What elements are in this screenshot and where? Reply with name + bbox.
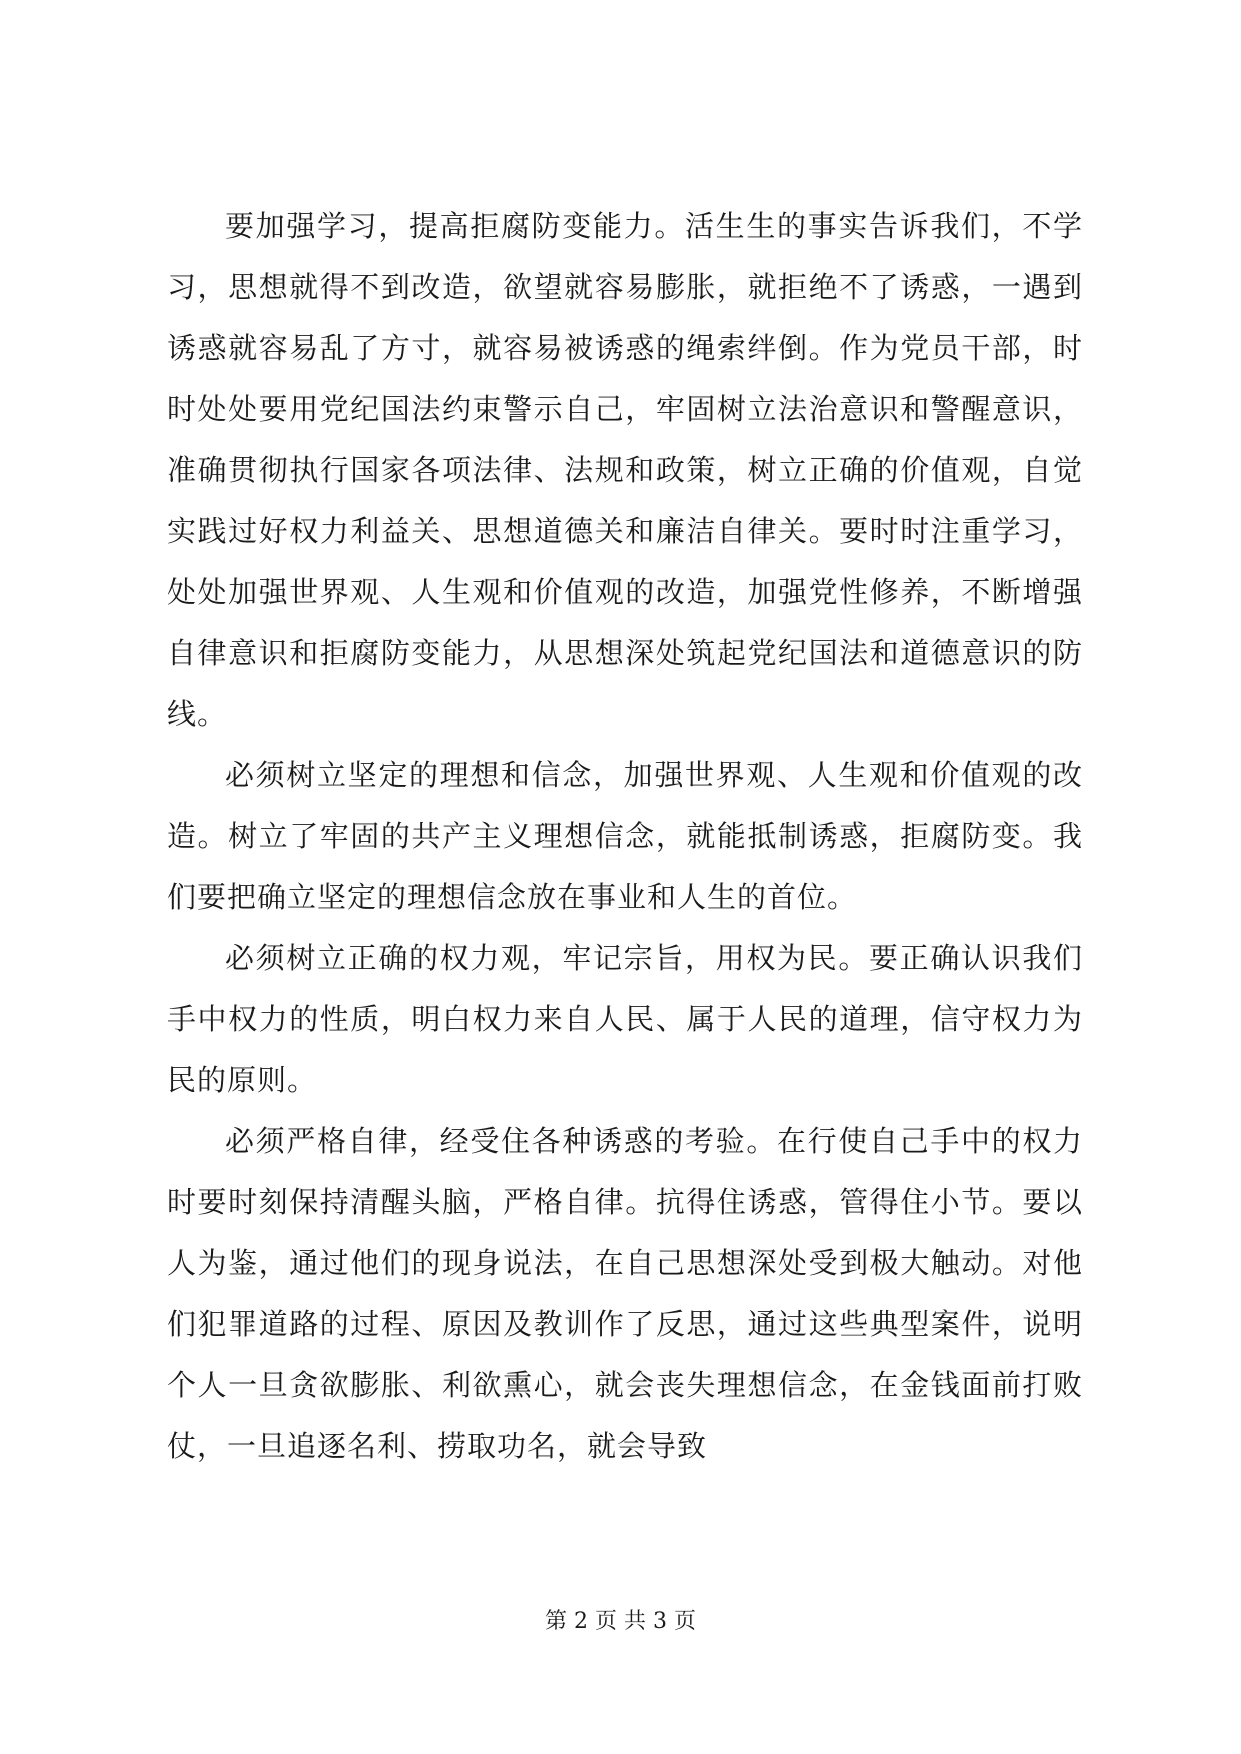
paragraph-1: 要加强学习，提高拒腐防变能力。活生生的事实告诉我们，不学习，思想就得不到改造，欲望就容易膨胀，就拒绝不了诱惑，一遇到诱惑就容易乱了方寸，就容易被诱惑的绳索绊倒。作为党员干部，时时处处要用党纪国法约束警示自己，牢固树立法治意识和警醒意识，准确贯彻执行国家各项法律、法规和政策，树立正确的价值观，自觉实践过好权力利益关、思想道德关和廉洁自律关。要时时注重学习，处处加强世界观、人生观和价值观的改造，加强党性修养，不断增强自律意识和拒腐防变能力，从思想深处筑起党纪国法和道德意识的防线。: [167, 209, 1083, 731]
paragraph-2: 必须树立坚定的理想和信念，加强世界观、人生观和价值观的改造。树立了牢固的共产主义理想信念，就能抵制诱惑，拒腐防变。我们要把确立坚定的理想信念放在事业和人生的首位。: [167, 758, 1083, 914]
document-body: [167, 196, 1083, 1477]
paragraph-4: 必须严格自律，经受住各种诱惑的考验。在行使自己手中的权力时要时刻保持清醒头脑，严格自律。抗得住诱惑，管得住小节。要以人为鉴，通过他们的现身说法，在自己思想深处受到极大触动。对他们犯罪道路的过程、原因及教训作了反思，通过这些典型案件，说明个人一旦贪欲膨胀、利欲熏心，就会丧失理想信念，在金钱面前打败仗，一旦追逐名利、捞取功名，就会导致: [167, 1124, 1083, 1463]
paragraph-3: 必须树立正确的权力观，牢记宗旨，用权为民。要正确认识我们手中权力的性质，明白权力来自人民、属于人民的道理，信守权力为民的原则。: [167, 941, 1083, 1097]
page-number-footer: 第 2 页 共 3 页: [545, 1609, 696, 1634]
